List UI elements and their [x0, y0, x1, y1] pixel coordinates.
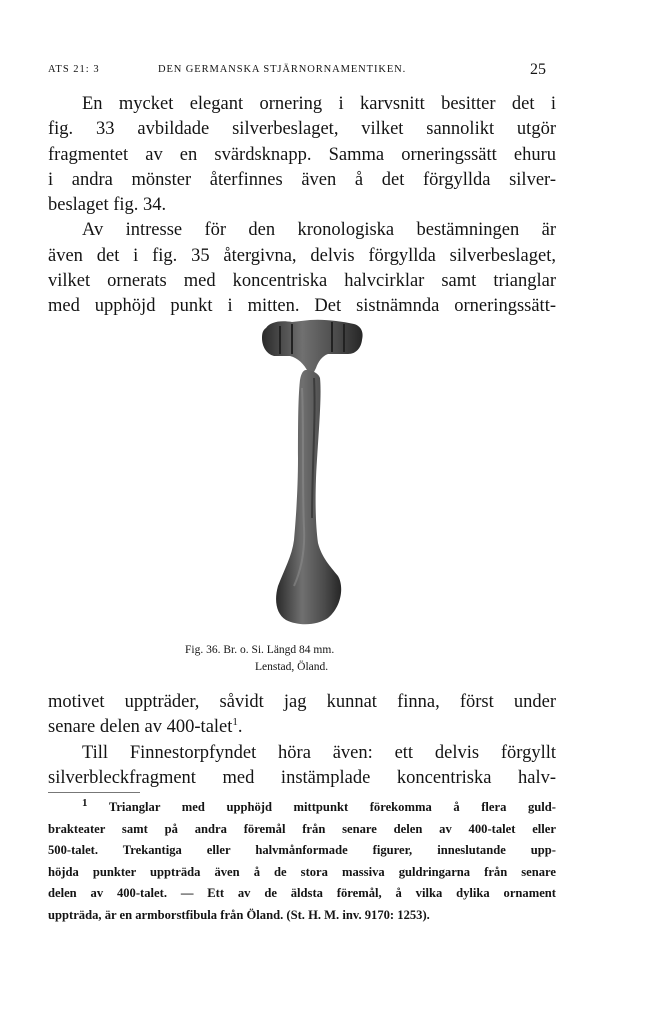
- paragraph: [48, 690, 556, 741]
- footnote-line: höjda punkter uppträda även å de stora massiva guldringarna från senare: [48, 864, 556, 879]
- text-line: [48, 715, 556, 740]
- text-line: fig. 33 avbildade silverbeslaget, vilket sannolikt utgör: [48, 119, 556, 140]
- text-line: vilket ornerats med koncentriska halvcirklar samt trianglar: [48, 271, 556, 292]
- running-title: DEN GERMANSKA STJÄRNORNAMENTIKEN.: [158, 64, 407, 75]
- footnote-line: 500-talet. Trekantiga eller halvmånformade figurer, inneslutande upp-: [48, 843, 556, 857]
- caption-line: Lenstad, Öland.: [255, 661, 329, 673]
- paragraph: [48, 741, 556, 792]
- footnote-marker: 1: [82, 796, 88, 809]
- footnote-line: delen av 400-talet. — Ett av de äldsta föremål, å vilka dylika ornament: [48, 886, 556, 900]
- text-line: med upphöjd punkt i mitten. Det sistnämnda orneringssätt-: [48, 296, 556, 317]
- figure-caption: [185, 642, 465, 676]
- footnote-line: uppträda, är en armborstfibula från Öland. (St. H. M. inv. 9170: 1253).: [48, 907, 430, 922]
- text-line: fragmentet av en svärdsknapp. Samma orneringssätt ehuru: [48, 144, 556, 165]
- text-line: silverbleckfragment med instämplade koncentriska halv-: [48, 767, 556, 788]
- journal-reference: ATS 21: 3: [48, 64, 100, 75]
- paragraph: [48, 92, 556, 218]
- text-line: i andra mönster återfinnes även å det förgyllda silver-: [48, 169, 556, 190]
- page-number: 25: [530, 61, 546, 78]
- text-line: även det i fig. 35 återgivna, delvis förgyllda silverbeslaget,: [48, 245, 556, 266]
- paragraph: [48, 218, 556, 319]
- footnote-line: brakteater samt på andra föremål från senare delen av 400-talet eller: [48, 821, 556, 836]
- foot-shape: [276, 370, 341, 624]
- punctuation: .: [237, 717, 243, 738]
- footnote-separator: [48, 792, 140, 793]
- text-line: Av intresse för den kronologiska bestämningen är: [82, 220, 556, 241]
- footnote-text: Trianglar med upphöjd mittpunkt förekomma å flera guld-: [108, 800, 556, 814]
- headplate-shape: [262, 320, 363, 372]
- running-head: [48, 61, 548, 78]
- footnote-reference[interactable]: 1: [232, 716, 238, 729]
- artifact-photo: [258, 318, 366, 628]
- body-text-top: [48, 92, 556, 320]
- body-text-bottom: [48, 690, 556, 791]
- caption-line: Fig. 36. Br. o. Si. Längd 84 mm.: [185, 644, 335, 656]
- text-line: motivet uppträder, såvidt jag kunnat finna, först under: [48, 692, 556, 712]
- text-fragment: senare delen av 400-talet: [48, 717, 233, 738]
- footnote: [48, 797, 556, 926]
- footnote-line: [48, 797, 556, 819]
- text-line: Till Finnestorpfyndet höra även: ett delvis förgyllt: [82, 742, 556, 763]
- text-line: En mycket elegant ornering i karvsnitt besitter det i: [82, 94, 556, 114]
- text-line: beslaget fig. 34.: [48, 195, 167, 216]
